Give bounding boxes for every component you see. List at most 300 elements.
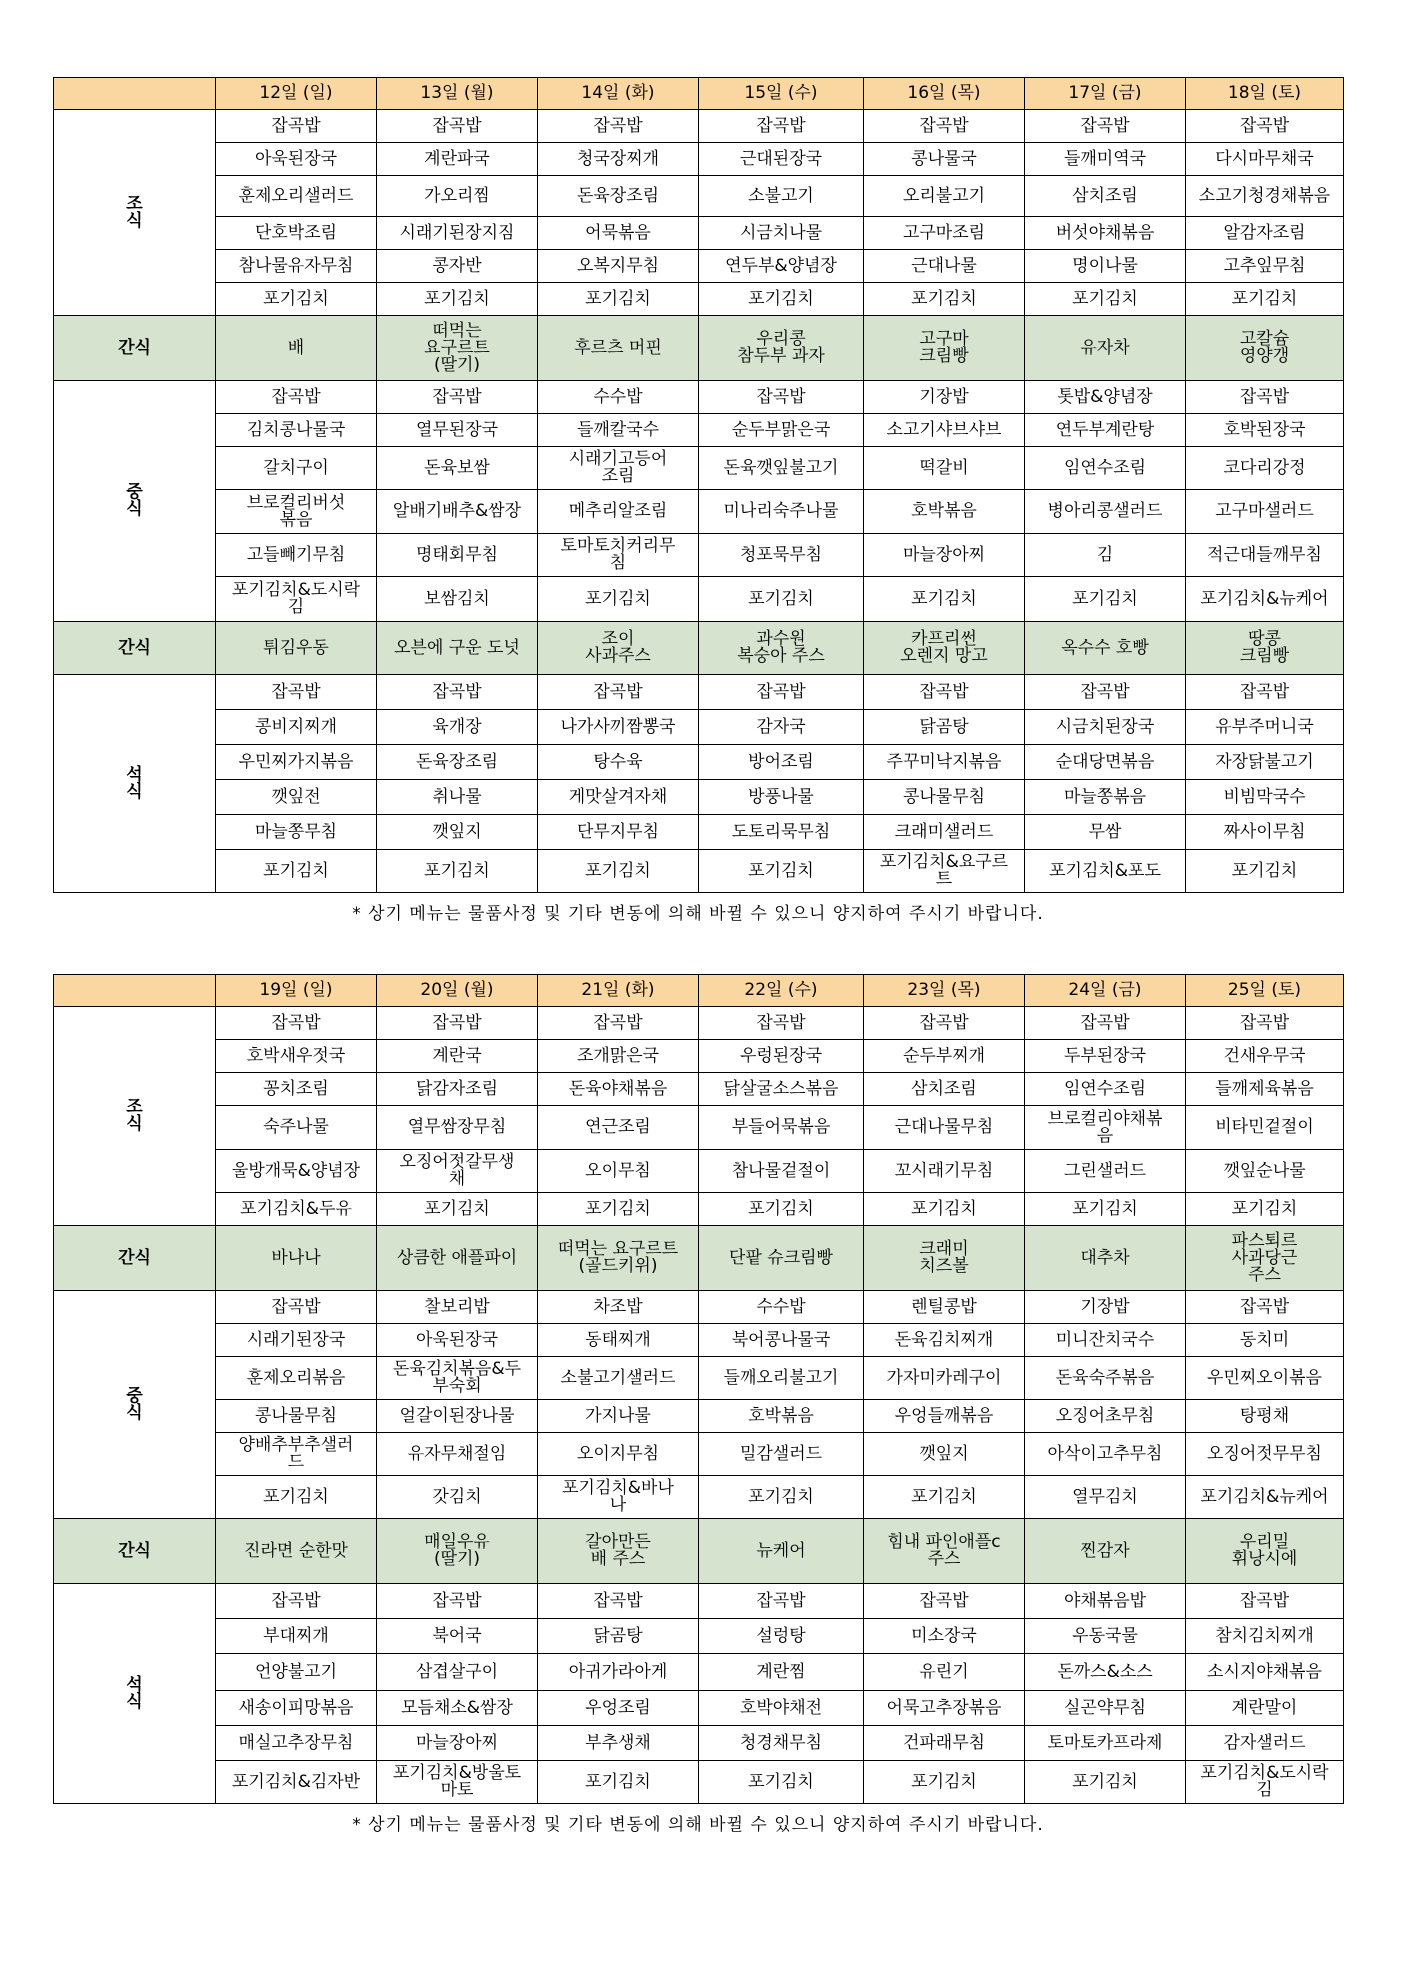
menu-item: 들깨미역국 [1025, 143, 1186, 176]
menu-item: 호박야채전 [699, 1691, 864, 1726]
menu-item: 새송이피망볶음 [216, 1691, 377, 1726]
menu-item: 잡곡밥 [377, 110, 538, 143]
menu-item: 콩비지찌개 [216, 710, 377, 745]
menu-item: 들깨제육볶음 [1186, 1073, 1344, 1106]
menu-item: 북어콩나물국 [699, 1324, 864, 1357]
menu-item: 아삭이고추무침 [1025, 1433, 1186, 1476]
day-header: 13일 (월) [377, 78, 538, 110]
meal-row [54, 1357, 1344, 1400]
menu-item: 포기김치&뉴케어 [1186, 577, 1344, 622]
menu-item: 크래미 치즈볼 [864, 1226, 1025, 1291]
menu-item: 닭곰탕 [864, 710, 1025, 745]
snack-row [54, 622, 1344, 675]
menu-item: 어묵고추장볶음 [864, 1691, 1025, 1726]
meal-row [54, 143, 1344, 176]
menu-item: 병아리콩샐러드 [1025, 490, 1186, 534]
menu-item: 포기김치 [538, 577, 699, 622]
menu-item: 연두부계란탕 [1025, 414, 1186, 447]
menu-item: 시래기된장지짐 [377, 217, 538, 250]
menu-item: 고칼슘 영양갱 [1186, 316, 1344, 381]
menu-item: 포기김치 [216, 283, 377, 316]
menu-item: 호박볶음 [864, 490, 1025, 534]
menu-item: 보쌈김치 [377, 577, 538, 622]
day-header: 21일 (화) [538, 975, 699, 1007]
menu-item: 가지나물 [538, 1400, 699, 1433]
menu-item: 계란말이 [1186, 1691, 1344, 1726]
meal-row [54, 447, 1344, 490]
menu-item: 근대된장국 [699, 143, 864, 176]
snack-label: 간식 [54, 316, 216, 381]
menu-item: 호박새우젓국 [216, 1040, 377, 1073]
menu-item: 삼겹살구이 [377, 1654, 538, 1691]
menu-item: 얼갈이된장나물 [377, 1400, 538, 1433]
menu-item: 잡곡밥 [377, 675, 538, 710]
meal-row [54, 1726, 1344, 1761]
day-header: 20일 (월) [377, 975, 538, 1007]
menu-item: 잡곡밥 [1025, 675, 1186, 710]
menu-item: 잡곡밥 [699, 1584, 864, 1619]
menu-table [53, 974, 1344, 1804]
menu-item: 조이 사과주스 [538, 622, 699, 675]
meal-row [54, 534, 1344, 577]
menu-item: 열무쌈장무침 [377, 1106, 538, 1150]
day-header: 12일 (일) [216, 78, 377, 110]
menu-item: 밀감샐러드 [699, 1433, 864, 1476]
menu-item: 우민찌오이볶음 [1186, 1357, 1344, 1400]
menu-item: 소불고기샐러드 [538, 1357, 699, 1400]
menu-item: 메추리알조림 [538, 490, 699, 534]
day-header: 22일 (수) [699, 975, 864, 1007]
menu-item: 차조밥 [538, 1291, 699, 1324]
menu-item: 잡곡밥 [699, 675, 864, 710]
week-menu-1 [53, 77, 1343, 924]
menu-item: 아욱된장국 [377, 1324, 538, 1357]
meal-row [54, 217, 1344, 250]
menu-item: 포기김치 [699, 1193, 864, 1226]
menu-item: 고들빼기무침 [216, 534, 377, 577]
menu-item: 잡곡밥 [377, 381, 538, 414]
menu-item: 잡곡밥 [1186, 1007, 1344, 1040]
meal-row [54, 1654, 1344, 1691]
menu-item: 잡곡밥 [1025, 110, 1186, 143]
day-header: 24일 (금) [1025, 975, 1186, 1007]
menu-item: 주꾸미낙지볶음 [864, 745, 1025, 780]
menu-item: 떠먹는 요구르트 (골드키위) [538, 1226, 699, 1291]
menu-item: 유자무채절임 [377, 1433, 538, 1476]
menu-item: 오븐에 구운 도넛 [377, 622, 538, 675]
menu-item: 동태찌개 [538, 1324, 699, 1357]
menu-item: 언양불고기 [216, 1654, 377, 1691]
menu-item: 방어조림 [699, 745, 864, 780]
menu-item: 돈까스&소스 [1025, 1654, 1186, 1691]
day-header-row [54, 78, 1344, 110]
menu-item: 우리밀 휘낭시에 [1186, 1519, 1344, 1584]
menu-item: 우리콩 참두부 과자 [699, 316, 864, 381]
menu-item: 토마토카프라제 [1025, 1726, 1186, 1761]
menu-item: 돈육야채볶음 [538, 1073, 699, 1106]
menu-item: 계란파국 [377, 143, 538, 176]
day-header: 14일 (화) [538, 78, 699, 110]
menu-item: 포기김치 [377, 850, 538, 893]
meal-label: 조 식 [54, 110, 216, 316]
menu-item: 잡곡밥 [864, 675, 1025, 710]
menu-item: 토마토치커리무 침 [538, 534, 699, 577]
menu-item: 포기김치 [699, 1476, 864, 1519]
menu-item: 포기김치 [538, 1193, 699, 1226]
menu-item: 시래기고등어 조림 [538, 447, 699, 490]
menu-item: 마늘쫑무침 [216, 815, 377, 850]
menu-item: 가자미카레구이 [864, 1357, 1025, 1400]
menu-item: 깻잎전 [216, 780, 377, 815]
menu-item: 고구마샐러드 [1186, 490, 1344, 534]
menu-item: 포기김치&방울토 마토 [377, 1761, 538, 1804]
menu-item: 부대찌개 [216, 1619, 377, 1654]
menu-item: 적근대들깨무침 [1186, 534, 1344, 577]
menu-item: 들깨오리불고기 [699, 1357, 864, 1400]
menu-item: 잡곡밥 [216, 1291, 377, 1324]
menu-item: 갈치구이 [216, 447, 377, 490]
menu-item: 삼치조림 [1025, 176, 1186, 217]
menu-item: 우민찌가지볶음 [216, 745, 377, 780]
menu-item: 잡곡밥 [699, 381, 864, 414]
menu-item: 잡곡밥 [377, 1007, 538, 1040]
menu-item: 포기김치 [699, 577, 864, 622]
snack-row [54, 316, 1344, 381]
menu-item: 잡곡밥 [699, 110, 864, 143]
menu-item: 오징어젓무무침 [1186, 1433, 1344, 1476]
meal-label: 석 식 [54, 1584, 216, 1804]
meal-row [54, 1476, 1344, 1519]
menu-item: 포기김치 [1186, 283, 1344, 316]
meal-row [54, 414, 1344, 447]
menu-item: 그린샐러드 [1025, 1150, 1186, 1193]
menu-item: 톳밥&양념장 [1025, 381, 1186, 414]
menu-item: 청포묵무침 [699, 534, 864, 577]
meal-row [54, 110, 1344, 143]
meal-label: 석 식 [54, 675, 216, 893]
menu-item: 포기김치&요구르 트 [864, 850, 1025, 893]
menu-item: 부추생채 [538, 1726, 699, 1761]
menu-item: 게맛살겨자채 [538, 780, 699, 815]
menu-item: 유린기 [864, 1654, 1025, 1691]
menu-item: 깻잎순나물 [1186, 1150, 1344, 1193]
menu-item: 참나물겉절이 [699, 1150, 864, 1193]
menu-item: 우엉들깨볶음 [864, 1400, 1025, 1433]
menu-item: 진라면 순한맛 [216, 1519, 377, 1584]
menu-item: 무쌈 [1025, 815, 1186, 850]
meal-row [54, 780, 1344, 815]
day-header: 15일 (수) [699, 78, 864, 110]
menu-item: 잡곡밥 [216, 1584, 377, 1619]
menu-item: 순두부찌개 [864, 1040, 1025, 1073]
menu-item: 임연수조림 [1025, 447, 1186, 490]
menu-item: 돈육김치찌개 [864, 1324, 1025, 1357]
menu-item: 버섯야채볶음 [1025, 217, 1186, 250]
menu-item: 꼬시래기무침 [864, 1150, 1025, 1193]
menu-item: 단팥 슈크림빵 [699, 1226, 864, 1291]
meal-row [54, 815, 1344, 850]
menu-item: 미니잔치국수 [1025, 1324, 1186, 1357]
menu-item: 건파래무침 [864, 1726, 1025, 1761]
menu-item: 포기김치 [1025, 577, 1186, 622]
menu-item: 포기김치 [1025, 1193, 1186, 1226]
menu-item: 방풍나물 [699, 780, 864, 815]
menu-item: 감자샐러드 [1186, 1726, 1344, 1761]
menu-item: 숙주나물 [216, 1106, 377, 1150]
meal-row [54, 1073, 1344, 1106]
menu-item: 시금치나물 [699, 217, 864, 250]
meal-row [54, 1400, 1344, 1433]
meal-row [54, 1007, 1344, 1040]
menu-item: 두부된장국 [1025, 1040, 1186, 1073]
menu-item: 우동국물 [1025, 1619, 1186, 1654]
week-menu-2 [53, 974, 1343, 1835]
day-header: 18일 (토) [1186, 78, 1344, 110]
menu-item: 깻잎지 [377, 815, 538, 850]
meal-row [54, 381, 1344, 414]
menu-item: 포기김치 [216, 850, 377, 893]
meal-row [54, 490, 1344, 534]
menu-item: 잡곡밥 [538, 110, 699, 143]
meal-row [54, 1150, 1344, 1193]
meal-row [54, 1584, 1344, 1619]
menu-item: 포기김치 [1186, 850, 1344, 893]
menu-item: 마늘쫑볶음 [1025, 780, 1186, 815]
menu-item: 포기김치 [1025, 1761, 1186, 1804]
menu-item: 아귀가라아게 [538, 1654, 699, 1691]
menu-item: 기장밥 [1025, 1291, 1186, 1324]
menu-item: 오리불고기 [864, 176, 1025, 217]
menu-item: 삼치조림 [864, 1073, 1025, 1106]
menu-item: 크래미샐러드 [864, 815, 1025, 850]
menu-item: 양배추부추샐러 드 [216, 1433, 377, 1476]
menu-item: 닭감자조림 [377, 1073, 538, 1106]
menu-item: 고구마조림 [864, 217, 1025, 250]
menu-item: 찰보리밥 [377, 1291, 538, 1324]
menu-item: 알배기배추&쌈장 [377, 490, 538, 534]
menu-item: 소시지야채볶음 [1186, 1654, 1344, 1691]
menu-item: 상큼한 애플파이 [377, 1226, 538, 1291]
snack-row [54, 1519, 1344, 1584]
menu-item: 연두부&양념장 [699, 250, 864, 283]
menu-item: 북어국 [377, 1619, 538, 1654]
menu-item: 과수원 복숭아 주스 [699, 622, 864, 675]
menu-item: 콩나물국 [864, 143, 1025, 176]
menu-item: 포기김치&바나 나 [538, 1476, 699, 1519]
menu-item: 취나물 [377, 780, 538, 815]
menu-item: 잡곡밥 [864, 110, 1025, 143]
menu-item: 뉴케어 [699, 1519, 864, 1584]
menu-item: 돈육김치볶음&두 부숙회 [377, 1357, 538, 1400]
meal-row [54, 1433, 1344, 1476]
menu-item: 땅콩 크림빵 [1186, 622, 1344, 675]
meal-row [54, 1619, 1344, 1654]
menu-item: 감자국 [699, 710, 864, 745]
menu-item: 잡곡밥 [864, 1007, 1025, 1040]
menu-item: 콩자반 [377, 250, 538, 283]
menu-item: 잡곡밥 [216, 110, 377, 143]
menu-item: 짜사이무침 [1186, 815, 1344, 850]
menu-item: 건새우무국 [1186, 1040, 1344, 1073]
menu-item: 돈육숙주볶음 [1025, 1357, 1186, 1400]
menu-item: 실곤약무침 [1025, 1691, 1186, 1726]
day-header: 25일 (토) [1186, 975, 1344, 1007]
menu-item: 울방개묵&양념장 [216, 1150, 377, 1193]
menu-item: 김 [1025, 534, 1186, 577]
meal-row [54, 1193, 1344, 1226]
menu-item: 부들어묵볶음 [699, 1106, 864, 1150]
menu-item: 계란찜 [699, 1654, 864, 1691]
menu-item: 육개장 [377, 710, 538, 745]
menu-item: 소고기청경채볶음 [1186, 176, 1344, 217]
menu-item: 호박볶음 [699, 1400, 864, 1433]
menu-item: 순두부맑은국 [699, 414, 864, 447]
menu-item: 설렁탕 [699, 1619, 864, 1654]
menu-item: 포기김치 [538, 283, 699, 316]
menu-item: 미나리숙주나물 [699, 490, 864, 534]
menu-item: 훈제오리샐러드 [216, 176, 377, 217]
menu-item: 갓김치 [377, 1476, 538, 1519]
menu-item: 유부주머니국 [1186, 710, 1344, 745]
menu-item: 청경채무침 [699, 1726, 864, 1761]
menu-item: 고추잎무침 [1186, 250, 1344, 283]
menu-item: 포기김치&김자반 [216, 1761, 377, 1804]
menu-item: 다시마무채국 [1186, 143, 1344, 176]
menu-item: 잡곡밥 [1186, 381, 1344, 414]
menu-item: 렌틸콩밥 [864, 1291, 1025, 1324]
menu-item: 잡곡밥 [699, 1007, 864, 1040]
snack-label: 간식 [54, 1226, 216, 1291]
menu-item: 파스퇴르 사과당근 주스 [1186, 1226, 1344, 1291]
menu-item: 수수밥 [538, 381, 699, 414]
menu-item: 포기김치 [538, 850, 699, 893]
menu-item: 시래기된장국 [216, 1324, 377, 1357]
menu-item: 잡곡밥 [1186, 110, 1344, 143]
menu-item: 잡곡밥 [1025, 1007, 1186, 1040]
menu-item: 명이나물 [1025, 250, 1186, 283]
menu-item: 포기김치 [864, 1761, 1025, 1804]
menu-item: 매실고추장무침 [216, 1726, 377, 1761]
menu-item: 단무지무침 [538, 815, 699, 850]
day-header: 23일 (목) [864, 975, 1025, 1007]
menu-item: 자장닭불고기 [1186, 745, 1344, 780]
menu-item: 포기김치&두유 [216, 1193, 377, 1226]
menu-item: 돈육장조림 [377, 745, 538, 780]
menu-item: 어묵볶음 [538, 217, 699, 250]
menu-item: 수수밥 [699, 1291, 864, 1324]
menu-item: 힘내 파인애플c 주스 [864, 1519, 1025, 1584]
meal-row [54, 577, 1344, 622]
menu-item: 들깨칼국수 [538, 414, 699, 447]
menu-item: 포기김치 [864, 1193, 1025, 1226]
menu-item: 대추차 [1025, 1226, 1186, 1291]
menu-item: 고구마 크림빵 [864, 316, 1025, 381]
menu-item: 호박된장국 [1186, 414, 1344, 447]
menu-item: 포기김치 [1025, 283, 1186, 316]
menu-item: 김치콩나물국 [216, 414, 377, 447]
menu-item: 잡곡밥 [538, 1584, 699, 1619]
meal-row [54, 1106, 1344, 1150]
menu-item: 포기김치 [699, 850, 864, 893]
menu-item: 비빔막국수 [1186, 780, 1344, 815]
menu-item: 포기김치 [1186, 1193, 1344, 1226]
menu-item: 배 [216, 316, 377, 381]
menu-item: 우엉조림 [538, 1691, 699, 1726]
meal-label: 중 식 [54, 1291, 216, 1519]
menu-item: 도토리묵무침 [699, 815, 864, 850]
menu-item: 미소장국 [864, 1619, 1025, 1654]
menu-item: 가오리찜 [377, 176, 538, 217]
meal-row [54, 283, 1344, 316]
menu-item: 동치미 [1186, 1324, 1344, 1357]
menu-item: 열무된장국 [377, 414, 538, 447]
day-header: 17일 (금) [1025, 78, 1186, 110]
menu-item: 잡곡밥 [538, 1007, 699, 1040]
menu-item: 순대당면볶음 [1025, 745, 1186, 780]
menu-item: 브로컬리야채볶 음 [1025, 1106, 1186, 1150]
menu-change-notice: * 상기 메뉴는 물품사정 및 기타 변동에 의해 바뀔 수 있으니 양지하여 주시기 바랍니다. [352, 904, 1044, 924]
menu-item: 깻잎지 [864, 1433, 1025, 1476]
menu-item: 아욱된장국 [216, 143, 377, 176]
day-header-row [54, 975, 1344, 1007]
meal-row [54, 745, 1344, 780]
meal-label: 조 식 [54, 1007, 216, 1226]
meal-row [54, 675, 1344, 710]
menu-item: 시금치된장국 [1025, 710, 1186, 745]
menu-item: 포기김치 [538, 1761, 699, 1804]
menu-item: 잡곡밥 [216, 1007, 377, 1040]
menu-item: 후르츠 머핀 [538, 316, 699, 381]
menu-item: 기장밥 [864, 381, 1025, 414]
meal-row [54, 176, 1344, 217]
menu-table [53, 77, 1344, 893]
menu-item: 찐감자 [1025, 1519, 1186, 1584]
menu-item: 오징어초무침 [1025, 1400, 1186, 1433]
header-corner [54, 78, 216, 110]
meal-row [54, 1691, 1344, 1726]
menu-item: 카프리썬 오렌지 망고 [864, 622, 1025, 675]
menu-item: 닭살굴소스볶음 [699, 1073, 864, 1106]
snack-row [54, 1226, 1344, 1291]
menu-item: 조개맑은국 [538, 1040, 699, 1073]
menu-item: 참나물유자무침 [216, 250, 377, 283]
menu-item: 참치김치찌개 [1186, 1619, 1344, 1654]
menu-item: 오복지무침 [538, 250, 699, 283]
menu-item: 잡곡밥 [1186, 1584, 1344, 1619]
menu-item: 포기김치 [864, 283, 1025, 316]
menu-item: 모듬채소&쌈장 [377, 1691, 538, 1726]
menu-item: 잡곡밥 [216, 381, 377, 414]
menu-item: 콩나물무침 [864, 780, 1025, 815]
menu-item: 연근조림 [538, 1106, 699, 1150]
day-header: 16일 (목) [864, 78, 1025, 110]
menu-item: 포기김치&도시락 김 [1186, 1761, 1344, 1804]
meal-label: 중 식 [54, 381, 216, 622]
menu-item: 근대나물 [864, 250, 1025, 283]
menu-item: 잡곡밥 [864, 1584, 1025, 1619]
menu-item: 야채볶음밥 [1025, 1584, 1186, 1619]
menu-item: 닭곰탕 [538, 1619, 699, 1654]
menu-item: 훈제오리볶음 [216, 1357, 377, 1400]
meal-row [54, 710, 1344, 745]
menu-item: 단호박조림 [216, 217, 377, 250]
menu-item: 떡갈비 [864, 447, 1025, 490]
menu-item: 임연수조림 [1025, 1073, 1186, 1106]
menu-item: 근대나물무침 [864, 1106, 1025, 1150]
menu-item: 갈아만든 배 주스 [538, 1519, 699, 1584]
menu-item: 소고기샤브샤브 [864, 414, 1025, 447]
menu-item: 돈육깻잎불고기 [699, 447, 864, 490]
